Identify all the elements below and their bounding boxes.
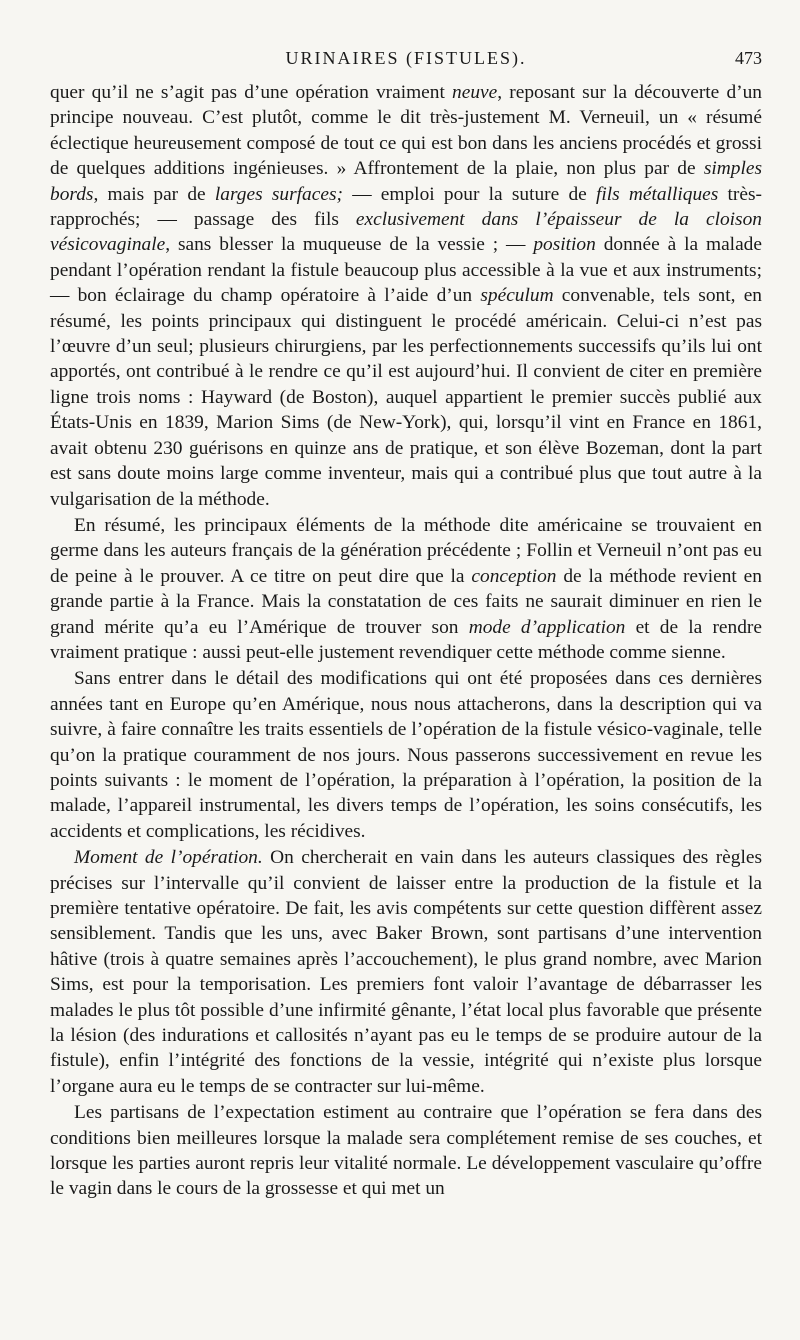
text-run: donnée à la malade pendant l’opération rendant la fistule beaucoup plus accessible à la vue et aux instruments; — bon éclairage du champ opératoire à l’aide d’un <box>50 234 762 307</box>
text-run: convenable, tels sont, en résumé, les points principaux qui distinguent le procédé américain. Celui-ci n’est pas l’œuvre d’un seul; plusieurs chirurgiens, par les perfectionnements successifs qu’ils lui ont apportés, ont contribué à le rendre ce qu’il est aujourd’hui. Il convient de citer en première ligne trois noms : Hayward (de Boston), auquel appartient le premier succès publié aux États-Unis en 1839, Marion Sims (de New-York), qui, lorsqu’il vint en France en 1861, avait obtenu 230 guérisons en quinze ans de pratique, et son élève Bozeman, dont la part est sans doute moins large comme inventeur, mais qui a contribué plus que tout autre à la vulgarisation de la méthode. <box>50 285 762 510</box>
italic-text: mode d’application <box>468 616 626 638</box>
paragraph <box>50 513 762 665</box>
italic-text: conception <box>471 565 557 587</box>
text-run: de la méthode revient en grande partie à la France. Mais la constatation de ces faits ne saurait diminuer en rien le grand mérite qu’a eu l’Amérique de trouver son <box>50 565 762 638</box>
text-run: Sans entrer dans le détail des modifications qui ont été proposées dans ces dernières années tant en Europe qu’en Amérique, nous nous attacherons, dans la description qui va suivre, à faire connaître les traits essentiels de l’opération de la fistule vésico-vaginale, telle qu’on la pratique couramment de nos jours. Nous passerons successivement en revue les points suivants : le moment de l’opération, la préparation à l’opération, la position de la malade, l’appareil instrumental, les divers temps de l’opération, les soins consécutifs, les accidents et complications, les récidives. <box>50 668 762 842</box>
text-run: Les partisans de l’expectation estiment au contraire que l’opération se fera dans des conditions bien meilleures lorsque la malade sera complétement remise de ses couches, et lorsque les parties auront repris leur vitalité normale. Le développement vasculaire qu’offre le vagin dans le cours de la grossesse et qui met un <box>50 1102 762 1200</box>
body-text <box>50 80 762 1202</box>
paragraph <box>50 845 762 1099</box>
italic-text: neuve <box>452 82 498 103</box>
text-run: , sans blesser la muqueuse de la vessie ; — <box>165 234 534 256</box>
text-run: très-rapprochés; — passage des fils <box>50 183 762 231</box>
italic-text: position <box>533 234 596 256</box>
italic-text: larges surfaces; <box>214 183 343 205</box>
text-run: quer qu’il ne s’agit pas d’une opération vraiment <box>50 82 453 103</box>
italic-text: Moment de l’opération. <box>74 847 263 869</box>
text-run: , mais par de <box>93 183 215 205</box>
text-run: En résumé, les principaux éléments de la méthode dite américaine se trouvaient en germe dans les auteurs français de la génération précédente ; Follin et Verneuil n’ont pas eu de peine à le prouver. A ce titre on peut dire que la <box>50 514 762 587</box>
paragraph <box>50 1100 762 1202</box>
italic-text: simples bords <box>50 158 762 205</box>
italic-text: fils métalliques <box>595 183 719 205</box>
running-title: URINAIRES (FISTULES). <box>285 48 527 68</box>
italic-text: spéculum <box>480 285 554 307</box>
page-number: 473 <box>735 48 762 68</box>
running-header <box>50 44 762 74</box>
text-run: et de la rendre vraiment pratique : aussi peut-elle justement revendiquer cette méthode comme sienne. <box>50 616 762 663</box>
text-run: On chercherait en vain dans les auteurs classiques des règles précises sur l’intervalle qu’il convient de laisser entre la production de la fistule et la première tentative opératoire. De fait, les avis compétents sur cette question diffèrent assez sensiblement. Tandis que les uns, avec Baker Brown, sont partisans d’une intervention hâtive (trois à quatre semaines après l’accouchement), le plus grand nombre, avec Marion Sims, est pour la temporisation. Les premiers font valoir l’avantage de débarrasser les malades le plus tôt possible d’une infirmité gênante, l’état local plus favorable que présente la lésion (des indurations et callosités n’ayant pas eu le temps de se produire autour de la fistule), enfin l’intégrité des fonctions de la vessie, intégrité qui n’existe plus lorsque l’organe aura eu le temps de se contracter sur lui-même. <box>50 847 762 1097</box>
paragraph <box>50 666 762 844</box>
italic-text: exclusivement dans l’épaisseur de la cloison vésicovaginale <box>50 209 762 256</box>
text-run: , reposant sur la découverte d’un principe nouveau. C’est plutôt, comme le dit très-justement M. Verneuil, un « résumé éclectique heureusement composé de tout ce qui est bon dans les anciens procédés et grossi de quelques additions ingénieuses. » Affrontement de la plaie, non plus par de <box>50 82 762 180</box>
text-run: — emploi pour la suture de <box>342 183 596 205</box>
paragraph <box>50 80 762 512</box>
